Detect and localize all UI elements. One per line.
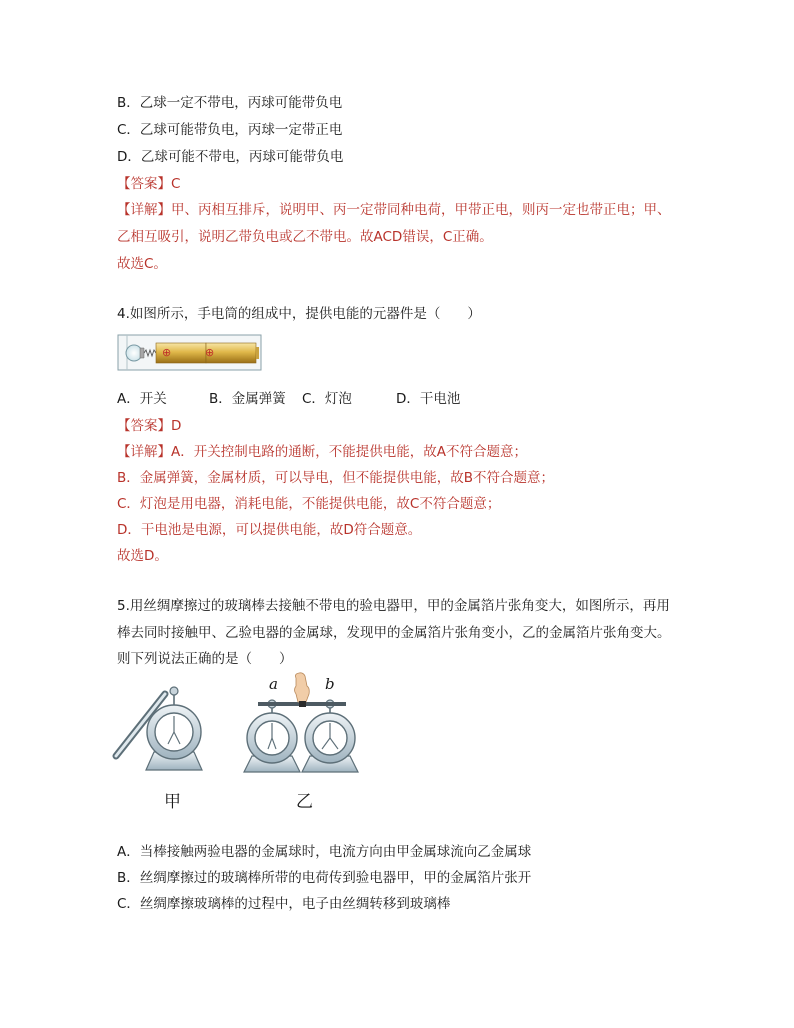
q4-detail-a: 【详解】A．开关控制电路的通断，不能提供电能，故A不符合题意； <box>117 444 527 460</box>
q3-option-d: D．乙球可能不带电，丙球可能带负电 <box>117 149 344 165</box>
electroscope-jia <box>146 687 202 770</box>
q4-option-b: B．金属弹簧 <box>209 391 286 407</box>
q3-option-b: B．乙球一定不带电，丙球可能带负电 <box>117 95 343 111</box>
q4-detail-d: D．干电池是电源，可以提供电能，故D符合题意。 <box>117 522 422 538</box>
q5-option-c: C．丝绸摩擦玻璃棒的过程中，电子由丝绸转移到玻璃棒 <box>117 896 451 912</box>
q5-stem-line-2: 棒去同时接触甲、乙验电器的金属球，发现甲的金属箔片张角变小，乙的金属箔片张角变大。 <box>117 625 671 641</box>
figure-label-jia: 甲 <box>164 792 181 812</box>
battery-1-plus-mark: ⊕ <box>162 346 172 359</box>
q5-option-a: A．当棒接触两验电器的金属球时，电流方向由甲金属球流向乙金属球 <box>117 844 532 860</box>
q4-option-a: A．开关 <box>117 391 167 407</box>
q4-option-c: C．灯泡 <box>302 391 352 407</box>
rod-label-b: b <box>325 675 335 693</box>
q4-option-d: D．干电池 <box>396 391 461 407</box>
q3-detail-1: 【详解】甲、丙相互排斥，说明甲、丙一定带同种电荷，甲带正电，则丙一定也带正电；甲、 <box>117 202 671 218</box>
electroscope-figure <box>110 672 380 780</box>
q4-answer: 【答案】D <box>117 418 182 434</box>
electroscope-yi-left <box>244 700 300 772</box>
q4-detail-c: C．灯泡是用电器，消耗电能，不能提供电能，故C不符合题意； <box>117 496 501 512</box>
figure-label-yi: 乙 <box>296 792 313 812</box>
bulb-shape <box>126 345 142 361</box>
q5-stem-line-3: 则下列说法正确的是（ ） <box>117 651 293 667</box>
q4-stem: 4.如图所示，手电筒的组成中，提供电能的元器件是（ ） <box>117 306 481 322</box>
battery-2-plus-mark: ⊕ <box>205 346 215 359</box>
rod-label-a: a <box>269 675 278 693</box>
q3-detail-2: 乙相互吸引，说明乙带负电或乙不带电。故ACD错误，C正确。 <box>117 229 493 245</box>
q5-option-b: B．丝绸摩擦过的玻璃棒所带的电荷传到验电器甲，甲的金属箔片张开 <box>117 870 532 886</box>
q3-conclusion: 故选C。 <box>117 256 167 272</box>
hand-shape <box>295 673 310 702</box>
q3-option-c: C．乙球可能带负电，丙球一定带正电 <box>117 122 343 138</box>
electroscope-yi-right <box>302 700 358 772</box>
q4-conclusion: 故选D。 <box>117 548 168 564</box>
q5-stem-line-1: 5.用丝绸摩擦过的玻璃棒去接触不带电的验电器甲，甲的金属箔片张角变大，如图所示，再用 <box>117 598 670 614</box>
q4-options <box>117 390 460 408</box>
q3-answer: 【答案】C <box>117 176 181 192</box>
flashlight-figure <box>117 333 263 373</box>
q4-detail-b: B．金属弹簧，金属材质，可以导电，但不能提供电能，故B不符合题意； <box>117 470 555 486</box>
